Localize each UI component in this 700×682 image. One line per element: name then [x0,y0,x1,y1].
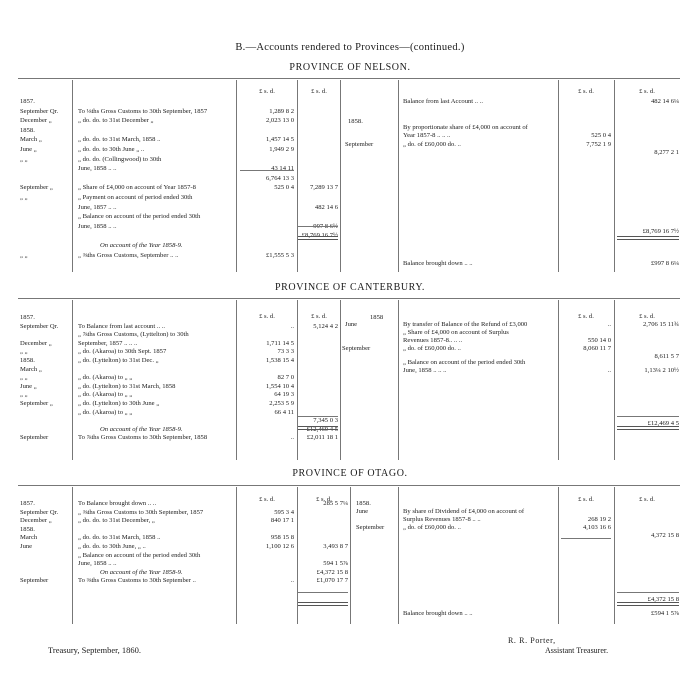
nelson-item: „ do. do. to 31st December „ [78,117,154,125]
canterbury-inner-amount: 66 4 11 [274,408,294,416]
canterbury-right-inner: 550 14 0 [587,337,611,344]
nelson-item: „ Balance on account of the period ended 30th [78,213,201,221]
canterbury-col-head: £ s. d. [578,313,594,320]
nelson-right-outer: 8,277 2 1 [654,149,679,156]
canterbury-right-date: June [345,321,358,328]
nelson-date: September Qr. [20,107,59,115]
canterbury-right-item: „ Share of £4,000 on account of Surplus [403,329,509,336]
canterbury-right-inner: .. [607,321,611,328]
nelson-item: „ Share of £4,000 on account of Year 1857-8 [78,184,196,192]
canterbury-col-head: £ s. d. [311,313,327,320]
canterbury-outer-amount: 7,345 0 3 [313,417,338,425]
nelson-date: March „ [20,136,42,144]
canterbury-inner-amount: 1,538 15 4 [265,357,294,364]
nelson-right-item: By proportionate share of £4,000 on account of [403,124,528,131]
otago-right-brought-label: Balance brought down .. .. [403,610,473,617]
canterbury-right-outer: 1,13¼ 2 10½ [644,367,679,374]
otago-right-date: June [356,508,369,515]
otago-col-head: £ s. d. [316,496,332,503]
nelson-inner-amount: 2,023 13 0 [265,117,294,125]
canterbury-inner-amount: 73 3 3 [277,348,294,356]
otago-item: „ ⅜ths Gross Customs to 30th September, 1857 [78,508,204,516]
canterbury-date: September Qr. [20,322,59,330]
otago-date: December „ [20,517,52,525]
canterbury-right-inner: .. [607,367,611,374]
canterbury-item: „ do. (Akaroa) to 30th Sept. 1857 [78,348,167,356]
canterbury-inner-amount: .. [290,322,294,330]
canterbury-right-item: „ do. of £60,000 do. .. [403,345,461,352]
otago-heading: PROVINCE OF OTAGO. [292,468,408,479]
canterbury-date: December „ [20,339,52,347]
nelson-item: June, 1858 .. .. [78,222,117,230]
canterbury-date: 1858. [20,357,35,364]
canterbury-right-item: By transfer of Balance of the Refund of £3,000 [403,321,528,328]
otago-date: 1857. [20,500,35,507]
otago-right-item: „ do. of £60,000 do. .. [403,524,461,531]
otago-outer-amount: 285 5 7¼ [323,500,348,507]
canterbury-heading: PROVINCE OF CANTERBURY. [274,282,426,293]
canterbury-inner-amount: 64 19 3 [274,391,294,399]
otago-date: September [20,577,49,585]
nelson-date: December „ [20,117,52,125]
otago-right-date: September [356,524,385,531]
otago-item: On account of the Year 1858-9. [100,568,183,576]
canterbury-item: „ do. (Lyttelton) to 31st March, 1858 [78,382,176,390]
otago-right-inner: 4,103 16 6 [582,524,611,531]
otago-outer-amount: 594 1 5⅞ [323,560,348,568]
nelson-right-brought-amount: £997 8 6¼ [650,260,679,267]
nelson-inner-amount: 43 14 11 [271,165,294,173]
canterbury-item: To ⅞ths Gross Customs to 30th September, 1858 [78,434,208,442]
otago-inner-amount: 1,100 12 6 [265,543,294,550]
nelson-right-brought-label: Balance brought down .. .. [403,260,473,267]
otago-item: „ do. do. to 31st March, 1858 .. [78,534,161,542]
footer-signature: R. R. Porter, [508,636,556,645]
canterbury-date: „ „ [20,348,28,356]
nelson-right-outer: 482 14 6¼ [650,98,679,105]
nelson-outer-amount: 7,289 13 7 [309,184,338,192]
canterbury-item: „ do. (Lyttelton) to 30th June „ [78,400,160,407]
nelson-inner-amount: 1,949 2 9 [269,146,294,153]
canterbury-date: September „ [20,400,53,407]
footer-place-date: Treasury, September, 1860. [48,645,141,655]
nelson-inner-amount: 1,289 8 2 [269,107,294,115]
canterbury-item: „ do. (Lyttelton) to 31st Dec. „ [78,357,159,364]
nelson-date: „ „ [20,155,28,163]
otago-right-brought-amount: £594 1 5⅞ [650,610,679,617]
canterbury-col-head: £ s. d. [639,313,655,320]
otago-item: „ Balance on account of the period ended 30th [78,551,201,559]
nelson-date: „ „ [20,251,28,259]
otago-inner-amount: 840 17 1 [270,517,294,525]
nelson-inner-amount: 525 0 4 [274,184,294,192]
otago-outer-amount: £1,070 17 7 [316,577,348,585]
otago-item: To ⅜ths Gross Customs to 30th September .. [78,577,196,585]
canterbury-inner-amount: 1,711 14 5 [266,339,294,347]
nelson-item: „ do. do. (Collingwood) to 30th [78,155,162,163]
page-title: B.—Accounts rendered to Provinces—(continued.) [235,42,465,53]
canterbury-right-item: June, 1858 .. .. .. [403,367,447,374]
otago-right-inner: 268 19 2 [587,516,611,523]
canterbury-item: „ do. (Akaroa) to „ „ [78,391,133,399]
nelson-date: 1858. [20,126,35,134]
otago-item: „ do. do. to 31st December, „ [78,517,155,525]
nelson-date: „ „ [20,194,28,201]
canterbury-col-head: £ s. d. [259,313,275,320]
nelson-item: „ Payment on account of period ended 30th [78,194,193,201]
canterbury-item: To Balance from last account .. .. [78,322,166,330]
nelson-heading: PROVINCE OF NELSON. [289,62,411,73]
canterbury-date: 1857. [20,314,35,321]
nelson-right-inner: 7,752 1 9 [586,141,611,148]
canterbury-item: „ ⅞ths Gross Customs, (Lyttelton) to 30th [78,331,189,339]
canterbury-outer-amount: 5,124 4 2 [313,322,338,330]
nelson-right-date: 1858. [348,118,363,125]
nelson-right-date: September [345,141,374,148]
canterbury-right-item: „ Balance on account of the period ended 30th [403,359,526,366]
canterbury-inner-amount: 2,253 5 9 [269,400,294,407]
otago-right-outer: 4,372 15 8 [650,532,679,539]
canterbury-outer-amount: £2,011 18 1 [306,434,338,442]
otago-right-item: By share of Dividend of £4,000 on account of [403,508,525,515]
canterbury-item: „ do. (Akaroa) to „ „ [78,408,133,416]
canterbury-right-outer: 2,706 15 11¾ [642,321,679,328]
otago-date: March [20,534,38,542]
canterbury-right-outer: 8,611 5 7 [654,353,679,360]
nelson-item: June, 1857 .. .. [78,203,117,211]
nelson-right-item: Balance from last Account .. .. [403,98,484,105]
canterbury-inner-amount: 1,554 10 4 [265,382,294,390]
canterbury-outer-amount: £12,469 4 5 [306,425,338,433]
nelson-date: September „ [20,184,53,192]
nelson-item: On account of the Year 1858-9. [100,242,183,249]
nelson-item: „ do. do. to 31st March, 1858 .. [78,136,161,144]
canterbury-item: On account of the Year 1858-9. [100,425,183,433]
canterbury-right-item: Revenues 1857-8.. .. .. [403,337,463,344]
nelson-col-head: £ s. d. [639,88,655,95]
nelson-inner-amount: £1,555 5 3 [265,251,294,259]
nelson-right-item: Year 1857-8 .. .. .. [403,132,451,139]
nelson-right-total: £8,769 16 7½ [642,228,679,235]
canterbury-date: „ „ [20,391,28,399]
nelson-outer-amount: 997 8 6½ [313,222,338,230]
canterbury-date: June „ [20,382,37,390]
nelson-item: „ do. do. to 30th June „ .. [78,146,145,153]
nelson-inner-amount: 6,764 13 3 [265,174,294,182]
otago-col-head: £ s. d. [259,496,275,503]
otago-date: 1858. [20,525,35,533]
nelson-date: June „ [20,146,37,153]
otago-item: June, 1858 .. .. [78,560,117,568]
canterbury-item: September, 1857 .. .. .. [78,339,138,347]
otago-inner-amount: 958 15 8 [270,534,294,542]
otago-inner-amount: 595 3 4 [274,508,294,516]
otago-col-head: £ s. d. [578,496,594,503]
nelson-date: 1857. [20,98,35,105]
otago-col-head: £ s. d. [639,496,655,503]
nelson-item: To ⅛ths Gross Customs to 30th September, 1857 [78,107,208,115]
canterbury-date: March „ [20,365,42,373]
otago-item: „ do. do. to 30th June, „ .. [78,543,146,550]
nelson-col-head: £ s. d. [259,88,275,95]
canterbury-right-date: September [342,345,371,352]
otago-date: June [20,543,33,550]
canterbury-right-total: £12,469 4 5 [647,420,679,427]
otago-right-item: Surplus Revenues 1857-8 .. .. [403,516,481,523]
nelson-inner-amount: 1,457 14 5 [265,136,294,144]
canterbury-inner-amount: 82 7 0 [277,374,294,382]
nelson-outer-amount: £8,769 16 7½ [301,232,338,240]
otago-right-total: £4,372 15 8 [647,596,679,603]
canterbury-item: „ do. (Akaroa) to „ „ [78,374,133,382]
otago-date: September Qr. [20,508,59,516]
canterbury-date: September [20,434,49,442]
footer-signature-title: Assistant Treasurer. [545,646,609,655]
nelson-outer-amount: 482 14 6 [314,203,338,211]
canterbury-inner-amount: .. [290,434,294,442]
nelson-right-inner: 525 0 4 [591,132,611,139]
otago-right-date: 1858. [356,500,371,507]
otago-item: To Balance brought down .. .. [78,500,157,507]
otago-outer-amount: 3,493 8 7 [323,543,348,550]
otago-outer-amount: £4,372 15 8 [316,568,348,576]
canterbury-date: „ „ [20,374,28,382]
otago-inner-amount: .. [290,577,294,585]
nelson-item: „ ⅜ths Gross Customs, September .. .. [78,251,179,259]
nelson-right-item: „ do. of £60,000 do. .. [403,141,461,148]
canterbury-right-date: 1858 [370,314,384,321]
nelson-col-head: £ s. d. [311,88,327,95]
nelson-col-head: £ s. d. [578,88,594,95]
nelson-item: June, 1858 .. .. [78,165,117,173]
canterbury-right-inner: 8,060 11 7 [583,345,611,352]
